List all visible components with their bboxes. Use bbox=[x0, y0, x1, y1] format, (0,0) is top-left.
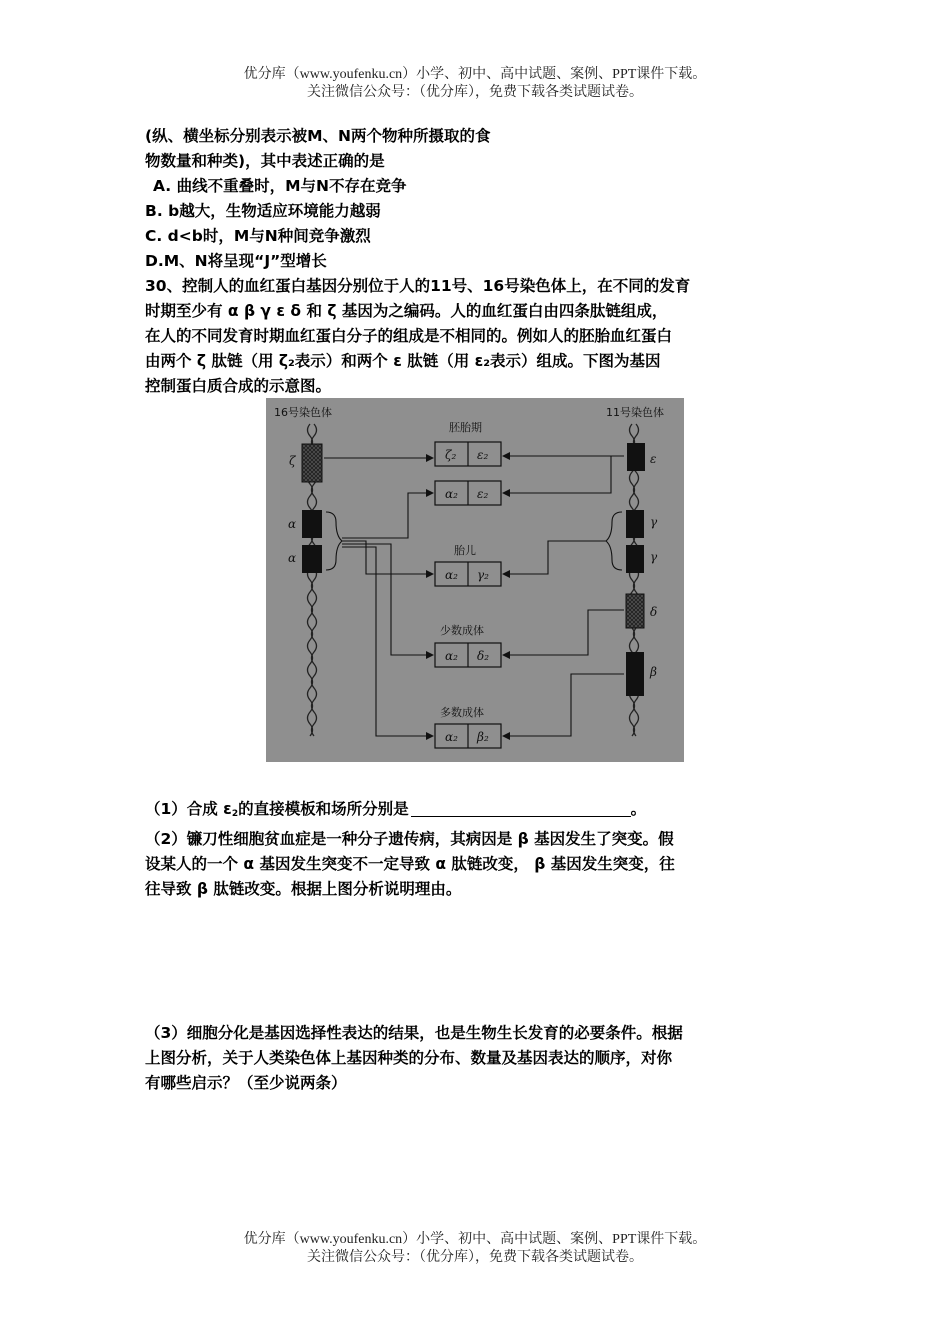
page-footer bbox=[0, 1231, 950, 1267]
alpha-gene-label-2: α bbox=[288, 551, 297, 565]
zeta-gene-block bbox=[302, 444, 322, 482]
alpha-gene-block-1 bbox=[302, 510, 322, 538]
beta-gene-label: β bbox=[650, 665, 657, 679]
q30-sub2-line-1: （2）镰刀性细胞贫血症是一种分子遗传病，其病因是 β 基因发生了突变。假 bbox=[145, 830, 674, 848]
q30-sub1-end: 。 bbox=[630, 800, 647, 818]
q30-intro-line-3: 在人的不同发育时期血红蛋白分子的组成是不相同的。例如人的胚胎血红蛋白 bbox=[145, 327, 673, 345]
cell-alpha2-d: α₂ bbox=[445, 730, 458, 744]
q30-sub3-line-3: 有哪些启示？（至少说两条） bbox=[145, 1074, 347, 1092]
q30-intro-line-4: 由两个 ζ 肽链（用 ζ₂表示）和两个 ε 肽链（用 ε₂表示）组成。下图为基因 bbox=[145, 352, 661, 370]
q30-sub1 bbox=[145, 797, 810, 827]
beta-gene-block bbox=[626, 652, 644, 696]
header-line-2: 关注微信公众号：（优分库），免费下载各类试题试卷。 bbox=[307, 85, 643, 100]
q30-sub2-line-3: 往导致 β 肽链改变。根据上图分析说明理由。 bbox=[145, 880, 462, 898]
footer-line-1: 优分库（www.youfenku.cn）小学、初中、高中试题、案例、PPT课件下载。 bbox=[243, 1232, 707, 1247]
q30-intro-line-1: 30、控制人的血红蛋白基因分别位于人的11号、16号染色体上，在不同的发育 bbox=[145, 277, 691, 295]
q30-sub2-line-2: 设某人的一个 α 基因发生突变不一定导致 α 肽链改变， β 基因发生突变，往 bbox=[145, 855, 675, 873]
question-30-sub3 bbox=[145, 1021, 810, 1096]
delta-gene-block bbox=[626, 594, 644, 628]
cell-alpha2-a: α₂ bbox=[445, 487, 458, 501]
hemoglobin-gene-diagram bbox=[266, 398, 684, 762]
q29-stem-line-2: 物数量和种类)，其中表述正确的是 bbox=[145, 152, 385, 170]
alpha-gene-label-1: α bbox=[288, 517, 297, 531]
cell-zeta2: ζ₂ bbox=[445, 448, 457, 462]
answer-blank[interactable] bbox=[411, 798, 631, 817]
page-header bbox=[0, 66, 950, 102]
epsilon-gene-label: ε bbox=[650, 452, 657, 466]
stage-fetus-label: 胎儿 bbox=[454, 544, 476, 557]
zeta-gene-label: ζ bbox=[289, 454, 296, 468]
cell-epsilon2-a: ε₂ bbox=[477, 448, 489, 462]
footer-line-2: 关注微信公众号：（优分库），免费下载各类试题试卷。 bbox=[307, 1250, 643, 1265]
chr11-label: 11号染色体 bbox=[606, 406, 664, 419]
q30-sub3-line-1: （3）细胞分化是基因选择性表达的结果，也是生物生长发育的必要条件。根据 bbox=[145, 1024, 683, 1042]
question-29-block bbox=[145, 124, 810, 399]
q29-option-a: A. 曲线不重叠时，M与N不存在竞争 bbox=[153, 177, 407, 195]
epsilon-gene-block bbox=[627, 443, 645, 471]
cell-gamma2: γ₂ bbox=[477, 568, 489, 582]
q30-intro-line-2: 时期至少有 α β γ ε δ 和 ζ 基因为之编码。人的血红蛋白由四条肽链组成， bbox=[145, 302, 668, 320]
stage-most-adult-label: 多数成体 bbox=[440, 706, 484, 719]
q30-sub3-line-2: 上图分析，关于人类染色体上基因种类的分布、数量及基因表达的顺序，对你 bbox=[145, 1049, 673, 1067]
header-line-1: 优分库（www.youfenku.cn）小学、初中、高中试题、案例、PPT课件下载。 bbox=[243, 67, 707, 82]
gamma-gene-block-2 bbox=[626, 545, 644, 573]
q30-intro-line-5: 控制蛋白质合成的示意图。 bbox=[145, 377, 332, 395]
alpha-gene-block-2 bbox=[302, 545, 322, 573]
q29-stem-line-1: (纵、横坐标分别表示被M、N两个物种所摄取的食 bbox=[145, 127, 491, 145]
delta-gene-label: δ bbox=[650, 605, 658, 619]
q29-option-d: D.M、N将呈现“J”型增长 bbox=[145, 252, 327, 270]
gamma-gene-block-1 bbox=[626, 510, 644, 538]
stage-few-adult-label: 少数成体 bbox=[440, 624, 484, 637]
q30-sub1-subscript: 2 bbox=[231, 809, 239, 819]
cell-delta2: δ₂ bbox=[477, 649, 490, 663]
q30-sub1-prefix: （1）合成 ε bbox=[145, 800, 232, 818]
cell-alpha2-c: α₂ bbox=[445, 649, 458, 663]
q29-option-b: B. b越大，生物适应环境能力越弱 bbox=[145, 202, 381, 220]
gamma-gene-label-1: γ bbox=[650, 515, 658, 529]
stage-embryo-label: 胚胎期 bbox=[449, 421, 482, 434]
chr16-label: 16号染色体 bbox=[274, 406, 332, 419]
cell-beta2: β₂ bbox=[477, 730, 489, 744]
cell-epsilon2-b: ε₂ bbox=[477, 487, 489, 501]
cell-alpha2-b: α₂ bbox=[445, 568, 458, 582]
q30-sub1-suffix: 的直接模板和场所分别是 bbox=[238, 800, 409, 818]
q29-option-c: C. d<b时，M与N种间竞争激烈 bbox=[145, 227, 371, 245]
gamma-gene-label-2: γ bbox=[650, 550, 658, 564]
question-30-subquestions bbox=[145, 797, 810, 902]
